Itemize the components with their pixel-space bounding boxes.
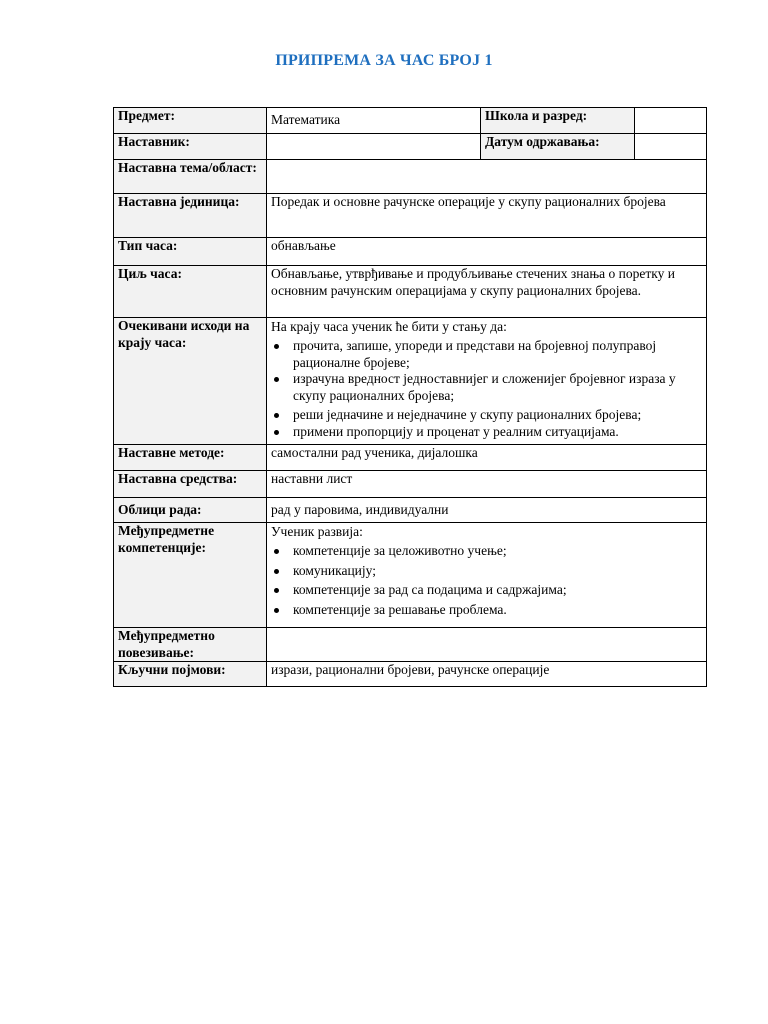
table-row <box>114 498 707 523</box>
competences-list <box>271 543 702 618</box>
table-row <box>114 194 707 238</box>
list-item: компетенције за целоживотно учење; <box>293 543 702 560</box>
date-value <box>635 134 707 160</box>
competences-label: Међупредметне компетенције: <box>114 523 267 628</box>
lesson-plan-table <box>113 107 707 687</box>
competences-intro: Ученик развија: <box>271 524 363 539</box>
subject-value: Математика <box>267 108 481 134</box>
table-row <box>114 318 707 445</box>
list-item: израчуна вредност једноставнијег и сложенијег бројевног израза у скупу рационалних бројева; <box>293 371 702 404</box>
forms-label: Облици рада: <box>114 498 267 523</box>
table-row <box>114 523 707 628</box>
correlation-label: Међупредметно повезивање: <box>114 628 267 662</box>
lesson-type-value: обнављање <box>267 238 707 266</box>
table-row <box>114 662 707 687</box>
competences-cell <box>267 523 707 628</box>
forms-value: рад у паровима, индивидуални <box>267 498 707 523</box>
table-row <box>114 108 707 134</box>
list-item: реши једначине и неједначине у скупу рационалних бројева; <box>293 407 702 424</box>
topic-value <box>267 160 707 194</box>
subject-label: Предмет: <box>114 108 267 134</box>
goal-value: Обнављање, утврђивање и продубљивање стечених знања о поретку и основним рачунским операцијама у скупу рационалних бројева. <box>267 266 707 318</box>
lesson-type-label: Тип часа: <box>114 238 267 266</box>
school-value <box>635 108 707 134</box>
outcomes-list <box>271 338 702 440</box>
table-row <box>114 134 707 160</box>
school-label: Школа и разред: <box>481 108 635 134</box>
topic-label: Наставна тема/област: <box>114 160 267 194</box>
table-row <box>114 160 707 194</box>
methods-label: Наставне методе: <box>114 445 267 471</box>
resources-value: наставни лист <box>267 471 707 498</box>
date-label: Датум одржавања: <box>481 134 635 160</box>
methods-value: самостални рад ученика, дијалошка <box>267 445 707 471</box>
unit-value: Поредак и основне рачунске операције у скупу рационалних бројева <box>267 194 707 238</box>
unit-label: Наставна јединица: <box>114 194 267 238</box>
page-title: ПРИПРЕМА ЗА ЧАС БРОЈ 1 <box>275 52 493 69</box>
list-item: компетенције за решавање проблема. <box>293 602 702 619</box>
list-item: компетенције за рад са подацима и садржајима; <box>293 582 702 599</box>
correlation-value <box>267 628 707 662</box>
list-item: примени пропорцију и проценат у реалним ситуацијама. <box>293 424 702 441</box>
table-row <box>114 266 707 318</box>
table-row <box>114 238 707 266</box>
table-row <box>114 628 707 662</box>
keywords-label: Кључни појмови: <box>114 662 267 687</box>
outcomes-intro: На крају часа ученик ће бити у стању да: <box>271 319 507 334</box>
keywords-value: изрази, рационални бројеви, рачунске операције <box>267 662 707 687</box>
table-row <box>114 445 707 471</box>
table-row <box>114 471 707 498</box>
teacher-value <box>267 134 481 160</box>
resources-label: Наставна средства: <box>114 471 267 498</box>
outcomes-cell <box>267 318 707 445</box>
outcomes-label: Очекивани исходи на крају часа: <box>114 318 267 445</box>
list-item: прочита, запише, упореди и представи на бројевној полуправој рационалне бројеве; <box>293 338 702 371</box>
teacher-label: Наставник: <box>114 134 267 160</box>
list-item: комуникацију; <box>293 563 702 580</box>
goal-label: Циљ часа: <box>114 266 267 318</box>
